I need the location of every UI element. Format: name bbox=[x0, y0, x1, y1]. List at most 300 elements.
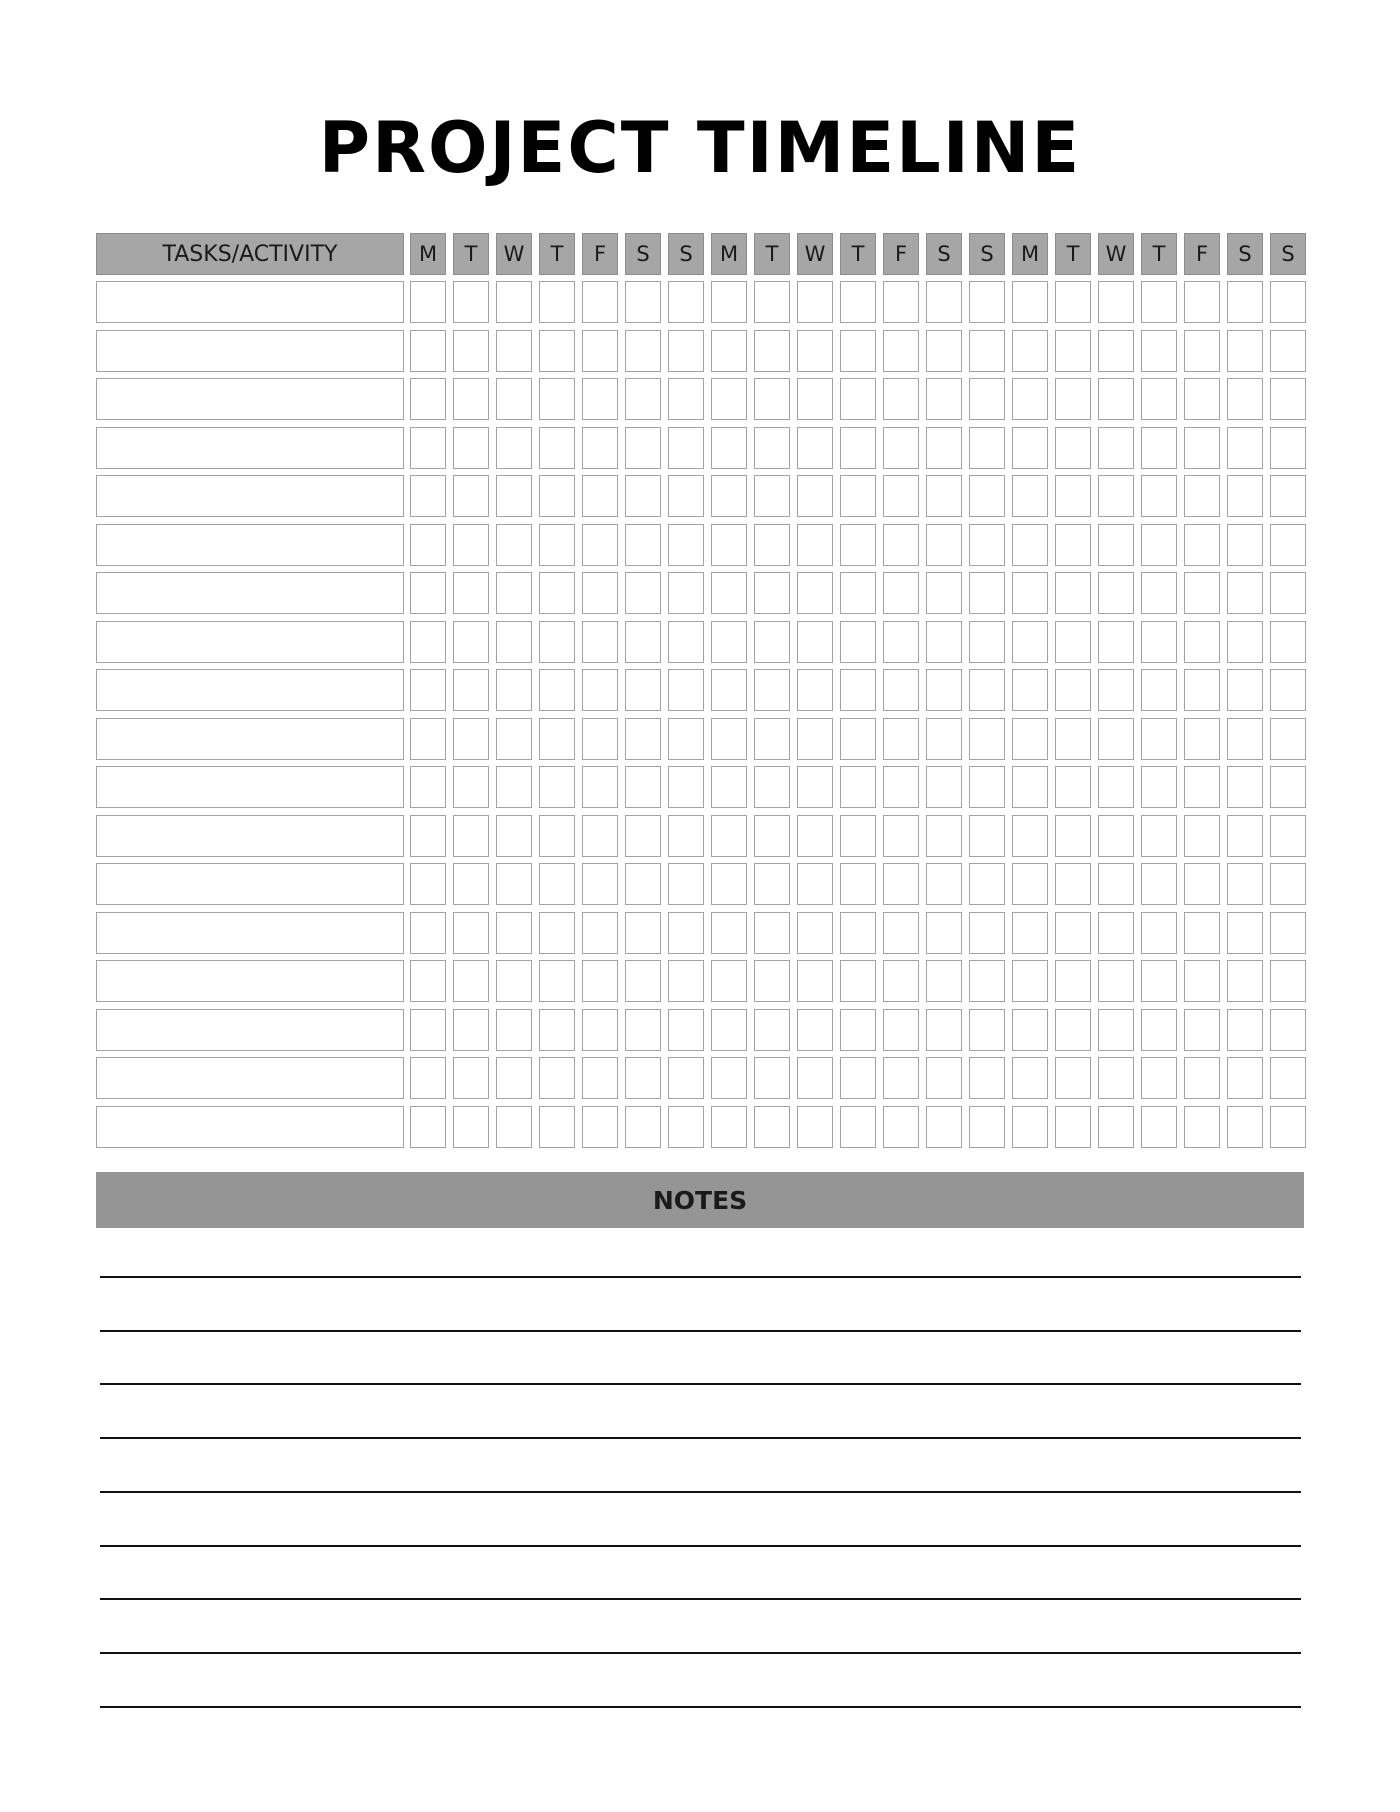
day-cell[interactable] bbox=[1141, 766, 1177, 808]
day-cell[interactable] bbox=[1098, 669, 1134, 711]
note-line[interactable] bbox=[100, 1437, 1301, 1439]
day-cell[interactable] bbox=[1270, 1106, 1306, 1148]
day-cell[interactable] bbox=[797, 475, 833, 517]
day-cell[interactable] bbox=[1184, 718, 1220, 760]
day-cell[interactable] bbox=[711, 1057, 747, 1099]
day-cell[interactable] bbox=[1141, 815, 1177, 857]
day-cell[interactable] bbox=[1098, 1106, 1134, 1148]
day-cell[interactable] bbox=[582, 524, 618, 566]
day-cell[interactable] bbox=[840, 572, 876, 614]
day-cell[interactable] bbox=[754, 912, 790, 954]
day-cell[interactable] bbox=[1227, 475, 1263, 517]
day-cell[interactable] bbox=[1141, 378, 1177, 420]
day-cell[interactable] bbox=[496, 1057, 532, 1099]
task-cell[interactable] bbox=[96, 815, 404, 857]
day-cell[interactable] bbox=[1055, 475, 1091, 517]
day-cell[interactable] bbox=[1227, 330, 1263, 372]
day-cell[interactable] bbox=[668, 1057, 704, 1099]
day-cell[interactable] bbox=[883, 475, 919, 517]
day-cell[interactable] bbox=[797, 378, 833, 420]
day-cell[interactable] bbox=[453, 912, 489, 954]
day-cell[interactable] bbox=[797, 1106, 833, 1148]
day-cell[interactable] bbox=[582, 281, 618, 323]
day-cell[interactable] bbox=[625, 1009, 661, 1051]
day-cell[interactable] bbox=[453, 863, 489, 905]
day-cell[interactable] bbox=[496, 912, 532, 954]
day-cell[interactable] bbox=[711, 1009, 747, 1051]
day-cell[interactable] bbox=[969, 281, 1005, 323]
day-cell[interactable] bbox=[883, 912, 919, 954]
day-cell[interactable] bbox=[1184, 766, 1220, 808]
day-cell[interactable] bbox=[883, 378, 919, 420]
day-cell[interactable] bbox=[496, 718, 532, 760]
day-cell[interactable] bbox=[410, 621, 446, 663]
day-cell[interactable] bbox=[1055, 863, 1091, 905]
day-cell[interactable] bbox=[1098, 572, 1134, 614]
day-cell[interactable] bbox=[668, 863, 704, 905]
day-cell[interactable] bbox=[1270, 912, 1306, 954]
note-line[interactable] bbox=[100, 1652, 1301, 1654]
day-cell[interactable] bbox=[969, 621, 1005, 663]
day-cell[interactable] bbox=[883, 427, 919, 469]
day-cell[interactable] bbox=[668, 475, 704, 517]
task-cell[interactable] bbox=[96, 621, 404, 663]
day-cell[interactable] bbox=[668, 766, 704, 808]
day-cell[interactable] bbox=[410, 669, 446, 711]
day-cell[interactable] bbox=[668, 960, 704, 1002]
day-cell[interactable] bbox=[668, 718, 704, 760]
day-cell[interactable] bbox=[1012, 427, 1048, 469]
day-cell[interactable] bbox=[496, 427, 532, 469]
day-cell[interactable] bbox=[453, 669, 489, 711]
day-cell[interactable] bbox=[453, 1106, 489, 1148]
day-cell[interactable] bbox=[754, 863, 790, 905]
day-cell[interactable] bbox=[1184, 330, 1220, 372]
day-cell[interactable] bbox=[1141, 621, 1177, 663]
day-cell[interactable] bbox=[840, 330, 876, 372]
day-cell[interactable] bbox=[840, 281, 876, 323]
day-cell[interactable] bbox=[1012, 766, 1048, 808]
day-cell[interactable] bbox=[1184, 1057, 1220, 1099]
day-cell[interactable] bbox=[1184, 281, 1220, 323]
day-cell[interactable] bbox=[840, 427, 876, 469]
day-cell[interactable] bbox=[754, 572, 790, 614]
day-cell[interactable] bbox=[711, 427, 747, 469]
day-cell[interactable] bbox=[410, 912, 446, 954]
day-cell[interactable] bbox=[926, 669, 962, 711]
day-cell[interactable] bbox=[1270, 718, 1306, 760]
day-cell[interactable] bbox=[410, 378, 446, 420]
day-cell[interactable] bbox=[754, 281, 790, 323]
day-cell[interactable] bbox=[840, 475, 876, 517]
day-cell[interactable] bbox=[410, 960, 446, 1002]
day-cell[interactable] bbox=[969, 669, 1005, 711]
day-cell[interactable] bbox=[582, 669, 618, 711]
day-cell[interactable] bbox=[453, 427, 489, 469]
day-cell[interactable] bbox=[1055, 669, 1091, 711]
day-cell[interactable] bbox=[539, 1106, 575, 1148]
day-cell[interactable] bbox=[625, 330, 661, 372]
day-cell[interactable] bbox=[797, 863, 833, 905]
note-line[interactable] bbox=[100, 1706, 1301, 1708]
day-cell[interactable] bbox=[1184, 475, 1220, 517]
day-cell[interactable] bbox=[754, 669, 790, 711]
day-cell[interactable] bbox=[1098, 815, 1134, 857]
day-cell[interactable] bbox=[969, 1057, 1005, 1099]
day-cell[interactable] bbox=[1227, 427, 1263, 469]
day-cell[interactable] bbox=[969, 1106, 1005, 1148]
day-cell[interactable] bbox=[539, 621, 575, 663]
day-cell[interactable] bbox=[926, 1009, 962, 1051]
day-cell[interactable] bbox=[1055, 1057, 1091, 1099]
day-cell[interactable] bbox=[1012, 621, 1048, 663]
day-cell[interactable] bbox=[926, 621, 962, 663]
task-cell[interactable] bbox=[96, 281, 404, 323]
day-cell[interactable] bbox=[926, 1057, 962, 1099]
day-cell[interactable] bbox=[668, 427, 704, 469]
day-cell[interactable] bbox=[453, 766, 489, 808]
day-cell[interactable] bbox=[410, 815, 446, 857]
day-cell[interactable] bbox=[1098, 718, 1134, 760]
day-cell[interactable] bbox=[1012, 815, 1048, 857]
day-cell[interactable] bbox=[711, 475, 747, 517]
day-cell[interactable] bbox=[453, 378, 489, 420]
day-cell[interactable] bbox=[840, 524, 876, 566]
day-cell[interactable] bbox=[969, 330, 1005, 372]
day-cell[interactable] bbox=[539, 766, 575, 808]
day-cell[interactable] bbox=[496, 572, 532, 614]
day-cell[interactable] bbox=[1270, 1057, 1306, 1099]
day-cell[interactable] bbox=[711, 524, 747, 566]
day-cell[interactable] bbox=[625, 718, 661, 760]
day-cell[interactable] bbox=[1098, 621, 1134, 663]
day-cell[interactable] bbox=[711, 572, 747, 614]
day-cell[interactable] bbox=[711, 669, 747, 711]
task-cell[interactable] bbox=[96, 1009, 404, 1051]
day-cell[interactable] bbox=[926, 960, 962, 1002]
day-cell[interactable] bbox=[797, 621, 833, 663]
day-cell[interactable] bbox=[797, 281, 833, 323]
day-cell[interactable] bbox=[1141, 718, 1177, 760]
day-cell[interactable] bbox=[410, 766, 446, 808]
day-cell[interactable] bbox=[840, 621, 876, 663]
task-cell[interactable] bbox=[96, 766, 404, 808]
note-line[interactable] bbox=[100, 1276, 1301, 1278]
day-cell[interactable] bbox=[1012, 572, 1048, 614]
day-cell[interactable] bbox=[754, 766, 790, 808]
day-cell[interactable] bbox=[1012, 524, 1048, 566]
day-cell[interactable] bbox=[496, 766, 532, 808]
day-cell[interactable] bbox=[1227, 524, 1263, 566]
day-cell[interactable] bbox=[1012, 1057, 1048, 1099]
day-cell[interactable] bbox=[1227, 621, 1263, 663]
day-cell[interactable] bbox=[1184, 960, 1220, 1002]
day-cell[interactable] bbox=[1055, 815, 1091, 857]
day-cell[interactable] bbox=[539, 524, 575, 566]
day-cell[interactable] bbox=[883, 863, 919, 905]
day-cell[interactable] bbox=[668, 281, 704, 323]
day-cell[interactable] bbox=[1184, 1106, 1220, 1148]
day-cell[interactable] bbox=[1055, 718, 1091, 760]
day-cell[interactable] bbox=[1012, 960, 1048, 1002]
day-cell[interactable] bbox=[969, 475, 1005, 517]
day-cell[interactable] bbox=[625, 1057, 661, 1099]
task-cell[interactable] bbox=[96, 912, 404, 954]
day-cell[interactable] bbox=[410, 863, 446, 905]
day-cell[interactable] bbox=[668, 524, 704, 566]
day-cell[interactable] bbox=[625, 281, 661, 323]
day-cell[interactable] bbox=[453, 815, 489, 857]
day-cell[interactable] bbox=[410, 1009, 446, 1051]
day-cell[interactable] bbox=[797, 1057, 833, 1099]
day-cell[interactable] bbox=[453, 960, 489, 1002]
day-cell[interactable] bbox=[410, 572, 446, 614]
day-cell[interactable] bbox=[711, 912, 747, 954]
day-cell[interactable] bbox=[1270, 960, 1306, 1002]
day-cell[interactable] bbox=[883, 621, 919, 663]
day-cell[interactable] bbox=[969, 912, 1005, 954]
day-cell[interactable] bbox=[754, 330, 790, 372]
day-cell[interactable] bbox=[926, 475, 962, 517]
day-cell[interactable] bbox=[883, 1009, 919, 1051]
day-cell[interactable] bbox=[1012, 475, 1048, 517]
day-cell[interactable] bbox=[969, 863, 1005, 905]
day-cell[interactable] bbox=[1141, 1009, 1177, 1051]
day-cell[interactable] bbox=[582, 960, 618, 1002]
day-cell[interactable] bbox=[1055, 912, 1091, 954]
day-cell[interactable] bbox=[1141, 1057, 1177, 1099]
day-cell[interactable] bbox=[496, 621, 532, 663]
day-cell[interactable] bbox=[840, 718, 876, 760]
day-cell[interactable] bbox=[1141, 427, 1177, 469]
day-cell[interactable] bbox=[539, 281, 575, 323]
day-cell[interactable] bbox=[539, 1057, 575, 1099]
day-cell[interactable] bbox=[1270, 524, 1306, 566]
day-cell[interactable] bbox=[883, 718, 919, 760]
day-cell[interactable] bbox=[496, 1106, 532, 1148]
day-cell[interactable] bbox=[1141, 863, 1177, 905]
day-cell[interactable] bbox=[1012, 281, 1048, 323]
day-cell[interactable] bbox=[668, 378, 704, 420]
task-cell[interactable] bbox=[96, 863, 404, 905]
day-cell[interactable] bbox=[582, 572, 618, 614]
day-cell[interactable] bbox=[1270, 669, 1306, 711]
day-cell[interactable] bbox=[711, 621, 747, 663]
day-cell[interactable] bbox=[840, 960, 876, 1002]
day-cell[interactable] bbox=[1012, 912, 1048, 954]
note-line[interactable] bbox=[100, 1383, 1301, 1385]
day-cell[interactable] bbox=[711, 863, 747, 905]
day-cell[interactable] bbox=[539, 378, 575, 420]
day-cell[interactable] bbox=[1055, 621, 1091, 663]
day-cell[interactable] bbox=[754, 960, 790, 1002]
day-cell[interactable] bbox=[1098, 281, 1134, 323]
day-cell[interactable] bbox=[582, 766, 618, 808]
day-cell[interactable] bbox=[539, 718, 575, 760]
day-cell[interactable] bbox=[582, 815, 618, 857]
day-cell[interactable] bbox=[1184, 524, 1220, 566]
day-cell[interactable] bbox=[840, 1009, 876, 1051]
day-cell[interactable] bbox=[453, 621, 489, 663]
day-cell[interactable] bbox=[754, 1009, 790, 1051]
day-cell[interactable] bbox=[711, 766, 747, 808]
day-cell[interactable] bbox=[1184, 1009, 1220, 1051]
day-cell[interactable] bbox=[926, 718, 962, 760]
day-cell[interactable] bbox=[410, 1057, 446, 1099]
day-cell[interactable] bbox=[1098, 766, 1134, 808]
day-cell[interactable] bbox=[754, 1057, 790, 1099]
day-cell[interactable] bbox=[1098, 378, 1134, 420]
day-cell[interactable] bbox=[754, 1106, 790, 1148]
day-cell[interactable] bbox=[1141, 281, 1177, 323]
day-cell[interactable] bbox=[410, 330, 446, 372]
day-cell[interactable] bbox=[926, 330, 962, 372]
day-cell[interactable] bbox=[797, 669, 833, 711]
day-cell[interactable] bbox=[1184, 669, 1220, 711]
day-cell[interactable] bbox=[539, 912, 575, 954]
day-cell[interactable] bbox=[840, 669, 876, 711]
task-cell[interactable] bbox=[96, 1106, 404, 1148]
day-cell[interactable] bbox=[1055, 1009, 1091, 1051]
day-cell[interactable] bbox=[883, 669, 919, 711]
day-cell[interactable] bbox=[926, 281, 962, 323]
day-cell[interactable] bbox=[1227, 766, 1263, 808]
day-cell[interactable] bbox=[496, 960, 532, 1002]
day-cell[interactable] bbox=[668, 621, 704, 663]
day-cell[interactable] bbox=[883, 572, 919, 614]
day-cell[interactable] bbox=[1227, 1106, 1263, 1148]
day-cell[interactable] bbox=[883, 1057, 919, 1099]
day-cell[interactable] bbox=[754, 475, 790, 517]
day-cell[interactable] bbox=[1055, 378, 1091, 420]
day-cell[interactable] bbox=[926, 766, 962, 808]
day-cell[interactable] bbox=[668, 1106, 704, 1148]
day-cell[interactable] bbox=[797, 960, 833, 1002]
day-cell[interactable] bbox=[1098, 863, 1134, 905]
day-cell[interactable] bbox=[539, 475, 575, 517]
day-cell[interactable] bbox=[926, 863, 962, 905]
day-cell[interactable] bbox=[1227, 1057, 1263, 1099]
day-cell[interactable] bbox=[1055, 524, 1091, 566]
day-cell[interactable] bbox=[1098, 960, 1134, 1002]
day-cell[interactable] bbox=[840, 863, 876, 905]
day-cell[interactable] bbox=[1098, 912, 1134, 954]
day-cell[interactable] bbox=[1184, 621, 1220, 663]
day-cell[interactable] bbox=[754, 524, 790, 566]
day-cell[interactable] bbox=[1012, 669, 1048, 711]
day-cell[interactable] bbox=[625, 475, 661, 517]
day-cell[interactable] bbox=[1012, 718, 1048, 760]
day-cell[interactable] bbox=[539, 427, 575, 469]
day-cell[interactable] bbox=[539, 330, 575, 372]
note-line[interactable] bbox=[100, 1330, 1301, 1332]
task-cell[interactable] bbox=[96, 378, 404, 420]
day-cell[interactable] bbox=[711, 330, 747, 372]
day-cell[interactable] bbox=[1270, 766, 1306, 808]
day-cell[interactable] bbox=[1141, 960, 1177, 1002]
day-cell[interactable] bbox=[1098, 475, 1134, 517]
day-cell[interactable] bbox=[840, 766, 876, 808]
day-cell[interactable] bbox=[453, 524, 489, 566]
day-cell[interactable] bbox=[582, 378, 618, 420]
day-cell[interactable] bbox=[1141, 572, 1177, 614]
day-cell[interactable] bbox=[668, 912, 704, 954]
day-cell[interactable] bbox=[1270, 1009, 1306, 1051]
day-cell[interactable] bbox=[625, 621, 661, 663]
day-cell[interactable] bbox=[1141, 912, 1177, 954]
day-cell[interactable] bbox=[926, 572, 962, 614]
day-cell[interactable] bbox=[969, 524, 1005, 566]
day-cell[interactable] bbox=[453, 281, 489, 323]
day-cell[interactable] bbox=[1141, 524, 1177, 566]
day-cell[interactable] bbox=[711, 281, 747, 323]
day-cell[interactable] bbox=[754, 427, 790, 469]
day-cell[interactable] bbox=[926, 378, 962, 420]
task-cell[interactable] bbox=[96, 572, 404, 614]
day-cell[interactable] bbox=[1012, 378, 1048, 420]
day-cell[interactable] bbox=[1227, 572, 1263, 614]
day-cell[interactable] bbox=[840, 815, 876, 857]
day-cell[interactable] bbox=[1227, 281, 1263, 323]
day-cell[interactable] bbox=[711, 378, 747, 420]
day-cell[interactable] bbox=[1141, 669, 1177, 711]
day-cell[interactable] bbox=[625, 669, 661, 711]
day-cell[interactable] bbox=[1098, 524, 1134, 566]
day-cell[interactable] bbox=[582, 863, 618, 905]
day-cell[interactable] bbox=[883, 281, 919, 323]
day-cell[interactable] bbox=[754, 621, 790, 663]
day-cell[interactable] bbox=[539, 572, 575, 614]
day-cell[interactable] bbox=[797, 912, 833, 954]
day-cell[interactable] bbox=[797, 427, 833, 469]
day-cell[interactable] bbox=[1227, 669, 1263, 711]
day-cell[interactable] bbox=[625, 524, 661, 566]
day-cell[interactable] bbox=[582, 718, 618, 760]
day-cell[interactable] bbox=[496, 669, 532, 711]
day-cell[interactable] bbox=[711, 815, 747, 857]
task-cell[interactable] bbox=[96, 960, 404, 1002]
day-cell[interactable] bbox=[1184, 815, 1220, 857]
day-cell[interactable] bbox=[926, 1106, 962, 1148]
day-cell[interactable] bbox=[1098, 427, 1134, 469]
day-cell[interactable] bbox=[1012, 1009, 1048, 1051]
task-cell[interactable] bbox=[96, 524, 404, 566]
day-cell[interactable] bbox=[926, 912, 962, 954]
day-cell[interactable] bbox=[969, 766, 1005, 808]
note-line[interactable] bbox=[100, 1545, 1301, 1547]
day-cell[interactable] bbox=[926, 427, 962, 469]
note-line[interactable] bbox=[100, 1598, 1301, 1600]
day-cell[interactable] bbox=[410, 524, 446, 566]
day-cell[interactable] bbox=[1184, 863, 1220, 905]
day-cell[interactable] bbox=[969, 1009, 1005, 1051]
day-cell[interactable] bbox=[1055, 427, 1091, 469]
day-cell[interactable] bbox=[1098, 1009, 1134, 1051]
day-cell[interactable] bbox=[1227, 960, 1263, 1002]
day-cell[interactable] bbox=[625, 572, 661, 614]
day-cell[interactable] bbox=[797, 572, 833, 614]
day-cell[interactable] bbox=[1141, 1106, 1177, 1148]
task-cell[interactable] bbox=[96, 475, 404, 517]
day-cell[interactable] bbox=[668, 669, 704, 711]
day-cell[interactable] bbox=[539, 669, 575, 711]
day-cell[interactable] bbox=[582, 1009, 618, 1051]
day-cell[interactable] bbox=[1270, 330, 1306, 372]
day-cell[interactable] bbox=[582, 1057, 618, 1099]
day-cell[interactable] bbox=[797, 524, 833, 566]
day-cell[interactable] bbox=[453, 572, 489, 614]
day-cell[interactable] bbox=[625, 1106, 661, 1148]
